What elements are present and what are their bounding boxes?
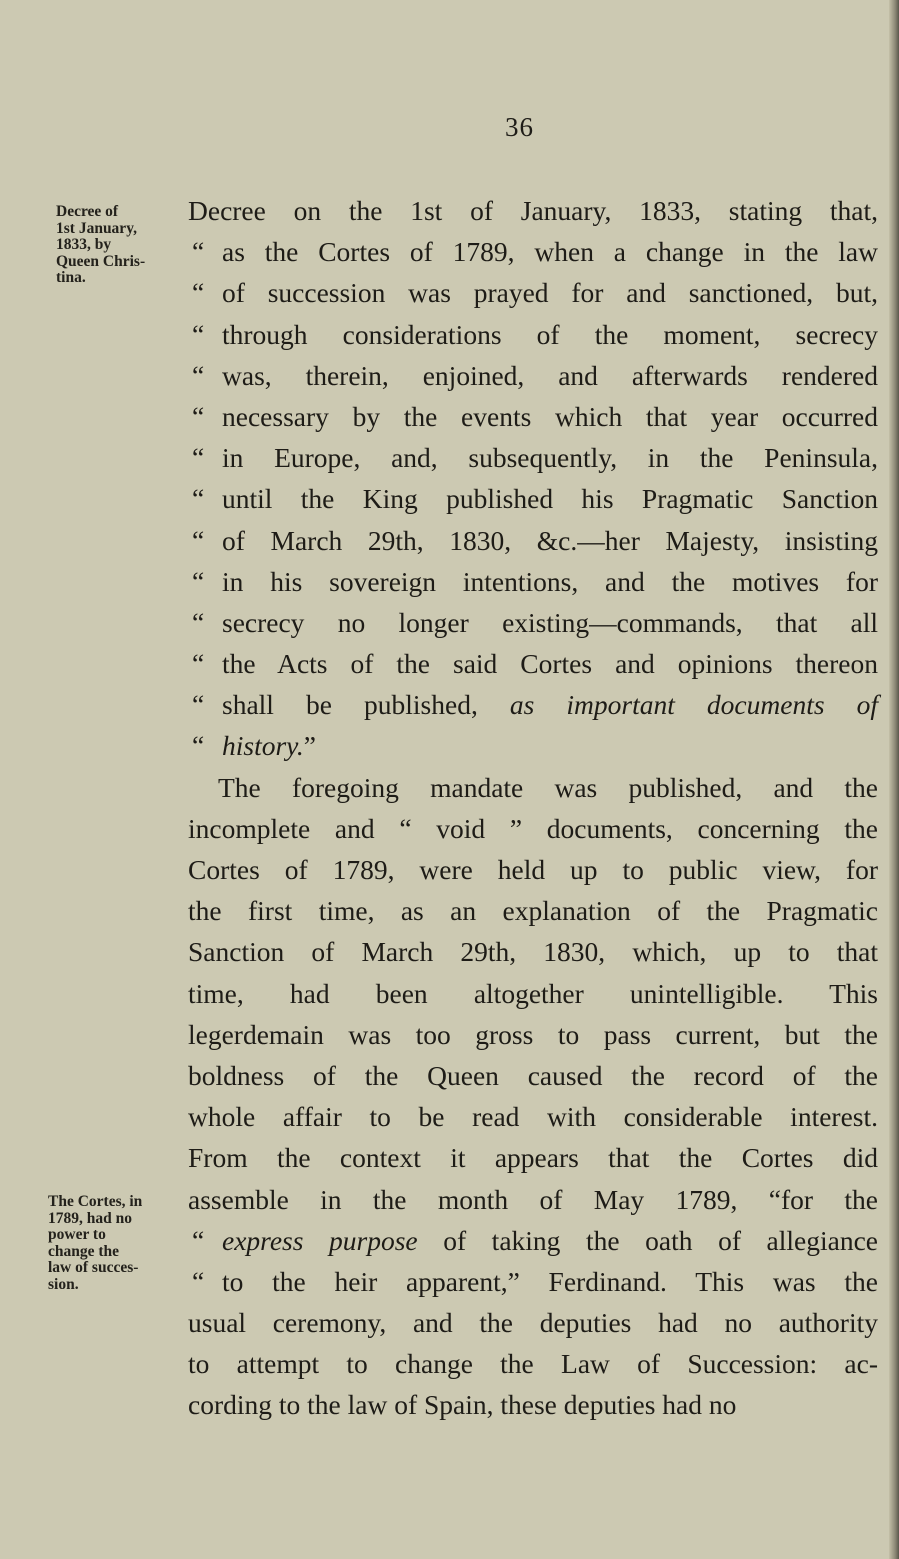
body-text <box>188 190 878 1426</box>
line-text: necessary by the events which that year occurred <box>222 400 878 432</box>
quote-mark: “ <box>192 565 205 597</box>
sidenote-line: tina. <box>56 269 86 286</box>
line-text: until the King published his Pragmatic Sanction <box>222 483 878 515</box>
quote-mark: “ <box>192 400 205 432</box>
text-line <box>188 890 878 931</box>
text-line <box>188 931 878 972</box>
quote-mark: “ <box>192 1224 205 1256</box>
quote-mark: “ <box>192 1265 205 1297</box>
text-line <box>188 1384 878 1425</box>
text-line <box>188 561 878 602</box>
quote-mark: “ <box>192 318 205 350</box>
italic-text: history. <box>222 730 304 762</box>
quote-mark: “ <box>192 524 205 556</box>
text-line <box>188 396 878 437</box>
quote-mark: “ <box>192 606 205 638</box>
line-text: to the heir apparent,” Ferdinand. This was the <box>222 1265 878 1297</box>
line-text-after: of taking the oath of allegiance <box>417 1224 879 1256</box>
text-line <box>188 1179 878 1220</box>
text-line <box>188 602 878 643</box>
text-line <box>188 1055 878 1096</box>
line-text: Sanction of March 29th, 1830, which, up to that <box>188 936 878 968</box>
line-text: cording to the law of Spain, these deputies had no <box>188 1389 737 1421</box>
sidenote-line: 1789, had no <box>48 1209 132 1227</box>
line-text: through considerations of the moment, secrecy <box>222 318 878 350</box>
text-line <box>188 973 878 1014</box>
text-line <box>188 478 878 519</box>
line-text: of succession was prayed for and sanctioned, but, <box>222 277 878 309</box>
text-line <box>188 767 878 808</box>
line-text: the Acts of the said Cortes and opinions thereon <box>222 648 878 680</box>
line-text: assemble in the month of May 1789, “for the <box>188 1183 878 1215</box>
line-text-after: ” <box>303 730 316 762</box>
line-text: Decree on the 1st of January, 1833, stating that, <box>188 195 878 226</box>
line-text: shall be published, <box>222 689 510 721</box>
quote-mark: “ <box>192 730 205 762</box>
text-line <box>188 437 878 478</box>
sidenote-line: 1833, by <box>56 236 112 253</box>
text-line <box>188 1014 878 1055</box>
line-text: legerdemain was too gross to pass current, but the <box>188 1018 878 1050</box>
page-edge <box>889 0 899 1559</box>
line-text: secrecy no longer existing—commands, that all <box>222 606 878 638</box>
line-text: time, had been altogether unintelligible. This <box>188 977 878 1009</box>
line-text: in Europe, and, subsequently, in the Peninsula, <box>222 442 878 474</box>
text-line <box>188 643 878 684</box>
text-line <box>188 314 878 355</box>
page-number: 36 <box>505 112 534 142</box>
line-text: incomplete and “ void ” documents, concerning the <box>188 812 878 844</box>
line-text: as the Cortes of 1789, when a change in the law <box>222 236 878 268</box>
line-text: in his sovereign intentions, and the motives for <box>222 565 878 597</box>
text-line <box>188 808 878 849</box>
sidenote-line: The Cortes, in <box>48 1193 143 1210</box>
sidenote-cortes <box>48 1194 188 1293</box>
line-text: boldness of the Queen caused the record of the <box>188 1059 878 1091</box>
sidenote-line: Queen Chris- <box>56 252 146 270</box>
text-line <box>188 849 878 890</box>
text-line <box>188 684 878 725</box>
text-line <box>188 231 878 272</box>
text-line <box>188 725 878 766</box>
text-line <box>188 1261 878 1302</box>
text-line <box>188 272 878 313</box>
quote-mark: “ <box>192 236 205 268</box>
text-line <box>188 1343 878 1384</box>
sidenote-line: 1st January, <box>56 219 137 237</box>
line-text: The foregoing mandate was published, and the <box>218 771 878 803</box>
italic-text: express purpose <box>222 1224 418 1256</box>
sidenote-line: Decree of <box>56 203 119 220</box>
line-text: the first time, as an explanation of the Pragmatic <box>188 895 878 927</box>
line-text: was, therein, enjoined, and afterwards rendered <box>222 359 878 391</box>
line-text: Cortes of 1789, were held up to public view, for <box>188 854 878 885</box>
sidenote-line: law of succes- <box>48 1259 139 1276</box>
line-text: of March 29th, 1830, &c.—her Majesty, insisting <box>222 524 878 556</box>
sidenote-line: sion. <box>48 1275 79 1293</box>
text-line <box>188 1096 878 1137</box>
text-line <box>188 520 878 561</box>
quote-mark: “ <box>192 359 205 391</box>
text-line <box>188 1137 878 1178</box>
line-text: From the context it appears that the Cortes did <box>188 1142 878 1174</box>
quote-mark: “ <box>192 689 205 721</box>
line-text: usual ceremony, and the deputies had no authority <box>188 1307 878 1339</box>
sidenote-line: change the <box>48 1242 120 1260</box>
quote-mark: “ <box>192 442 205 474</box>
line-text: to attempt to change the Law of Succession: ac- <box>188 1348 878 1380</box>
line-text: whole affair to be read with considerable interest. <box>188 1101 878 1133</box>
text-line <box>188 1302 878 1343</box>
italic-text: as important documents of <box>509 689 878 721</box>
sidenote-decree <box>56 204 186 287</box>
text-line <box>188 1220 878 1261</box>
text-line <box>188 355 878 396</box>
sidenote-line: power to <box>48 1226 106 1243</box>
text-line <box>188 190 878 231</box>
quote-mark: “ <box>192 277 205 309</box>
quote-mark: “ <box>192 648 205 680</box>
quote-mark: “ <box>192 483 205 515</box>
